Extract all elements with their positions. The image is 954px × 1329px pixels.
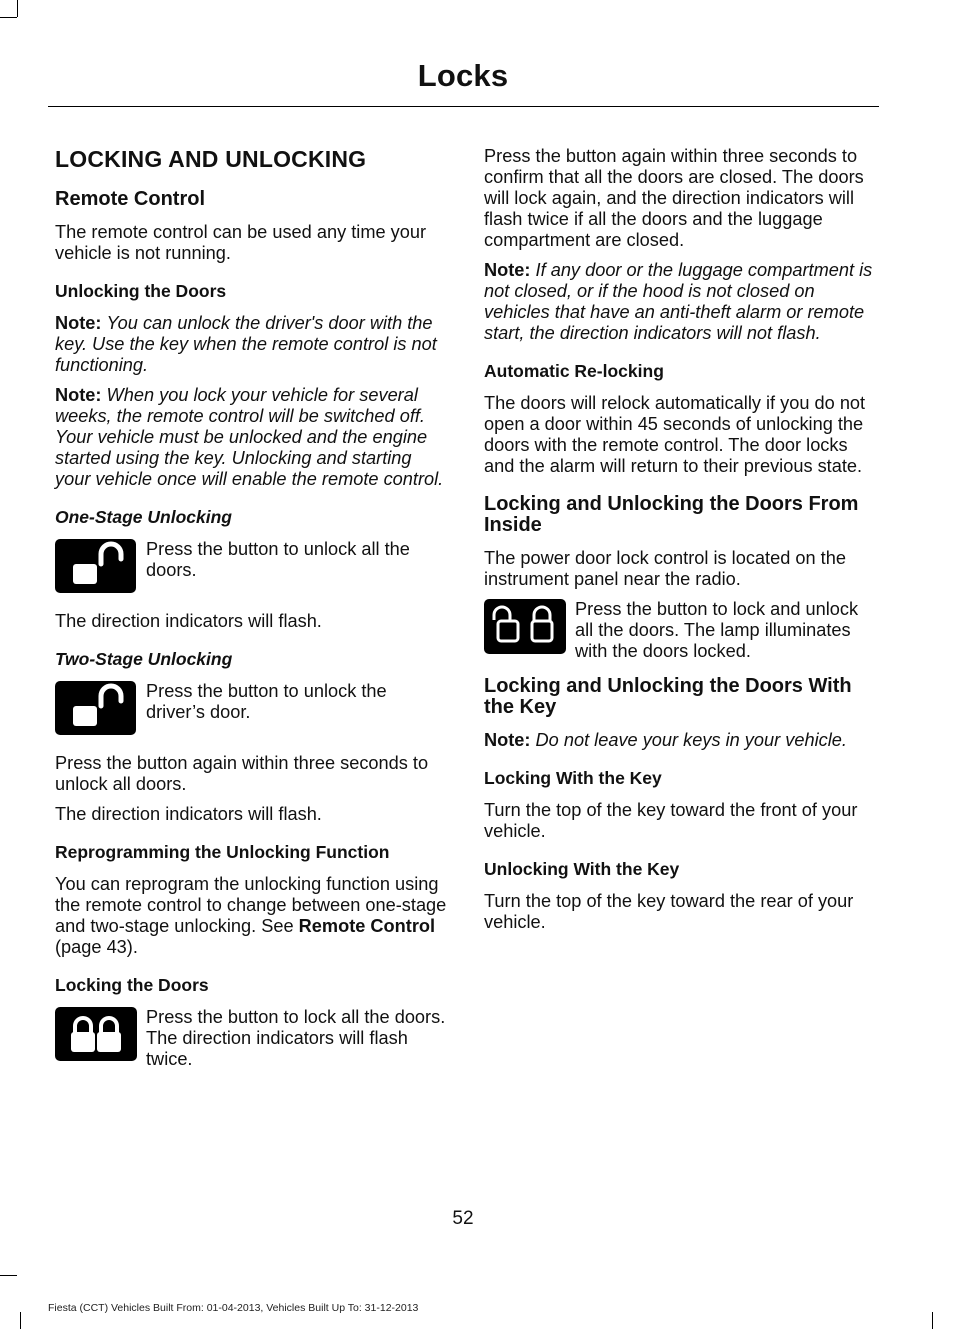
two-stage-after-2: The direction indicators will flash. — [55, 804, 322, 824]
note-text: You can unlock the driver's door with the key. Use the key when the remote control is not functioning. — [55, 313, 437, 375]
crop-mark — [0, 17, 17, 18]
note-2 — [55, 385, 447, 490]
remote-control-link[interactable]: Remote Control — [298, 916, 436, 936]
note-1 — [55, 313, 447, 376]
note-text: When you lock your vehicle for several weeks, the remote control will be switched off. Your vehicle must be unlocked and the engine started using the key. Unlocking and starting your vehicle once will enable the remote control. — [55, 385, 444, 489]
one-stage-row — [55, 539, 447, 595]
locking-heading: Locking the Doors — [55, 975, 209, 995]
remote-control-heading: Remote Control — [55, 188, 205, 210]
page-number: 52 — [452, 1208, 474, 1229]
key-heading: Locking and Unlocking the Doors With the Key — [484, 675, 852, 718]
note-3 — [484, 260, 876, 344]
note-label: Note: — [484, 260, 531, 280]
remote-intro: The remote control can be used any time your vehicle is not running. — [55, 222, 427, 263]
lock-key-text: Turn the top of the key toward the front of your vehicle. — [484, 800, 858, 841]
section-title: LOCKING AND UNLOCKING — [55, 146, 367, 172]
one-stage-after: The direction indicators will flash. — [55, 611, 322, 631]
footer: Fiesta (CCT) Vehicles Built From: 01-04-2013, Vehicles Built Up To: 31-12-2013 — [48, 1302, 419, 1314]
note-label: Note: — [55, 313, 102, 333]
crop-mark — [0, 1275, 17, 1276]
two-stage-heading: Two-Stage Unlocking — [55, 649, 233, 669]
unlock-key-heading: Unlocking With the Key — [484, 859, 680, 879]
crop-mark — [932, 1312, 933, 1329]
locking-text: Press the button to lock all the doors. The direction indicators will flash twice. — [146, 1007, 446, 1069]
inside-heading: Locking and Unlocking the Doors From Inside — [484, 493, 859, 536]
two-stage-after-1: Press the button again within three seconds to unlock all doors. — [55, 753, 429, 794]
unlocking-heading: Unlocking the Doors — [55, 281, 227, 301]
note-label: Note: — [55, 385, 102, 405]
left-column — [55, 146, 447, 1086]
note-label: Note: — [484, 730, 531, 750]
note-4 — [484, 730, 876, 751]
unlock-icon — [55, 539, 136, 593]
title-rule — [48, 106, 879, 107]
lock-unlock-icon — [484, 599, 566, 654]
crop-mark — [17, 0, 18, 17]
page-title: Locks — [417, 58, 509, 93]
two-stage-row — [55, 681, 447, 737]
relock-text: The doors will relock automatically if you do not open a door within 45 seconds of unlocking the doors with the remote control. The door locks and the alarm will return to their previous state. — [484, 393, 866, 476]
reprogramming-text-a: You can reprogram the unlocking function using the remote control to change between one-stage and two-stage unlocking. See — [55, 874, 447, 936]
inside-button-text: Press the button to lock and unlock all the doors. The lamp illuminates with the doors locked. — [575, 599, 859, 661]
unlock-key-text: Turn the top of the key toward the rear of your vehicle. — [484, 891, 854, 932]
unlock-icon — [55, 681, 136, 735]
two-stage-text: Press the button to unlock the driver’s door. — [146, 681, 387, 722]
one-stage-text: Press the button to unlock all the doors. — [146, 539, 410, 580]
note-text: If any door or the luggage compartment is not closed, or if the hood is not closed on vehicles that have an anti-theft alarm or remote start, the direction indicators will not flash. — [484, 260, 873, 343]
lock-icon — [55, 1007, 137, 1061]
note-text: Do not leave your keys in your vehicle. — [535, 730, 847, 750]
confirm-text: Press the button again within three seconds to confirm that all the doors are closed. The doors will lock again, and the direction indicators will flash twice if all the doors and the luggage compartment are closed. — [484, 146, 864, 250]
reprogramming-text-b: (page 43). — [55, 937, 138, 957]
crop-mark — [20, 1312, 21, 1329]
reprogramming-text — [55, 874, 447, 958]
inside-button-row — [484, 599, 876, 662]
one-stage-heading: One-Stage Unlocking — [55, 507, 232, 527]
lock-key-heading: Locking With the Key — [484, 768, 662, 788]
relock-heading: Automatic Re-locking — [484, 361, 664, 381]
right-column — [484, 146, 876, 942]
locking-row — [55, 1007, 447, 1070]
inside-text: The power door lock control is located on the instrument panel near the radio. — [484, 548, 846, 589]
reprogramming-heading: Reprogramming the Unlocking Function — [55, 842, 390, 862]
